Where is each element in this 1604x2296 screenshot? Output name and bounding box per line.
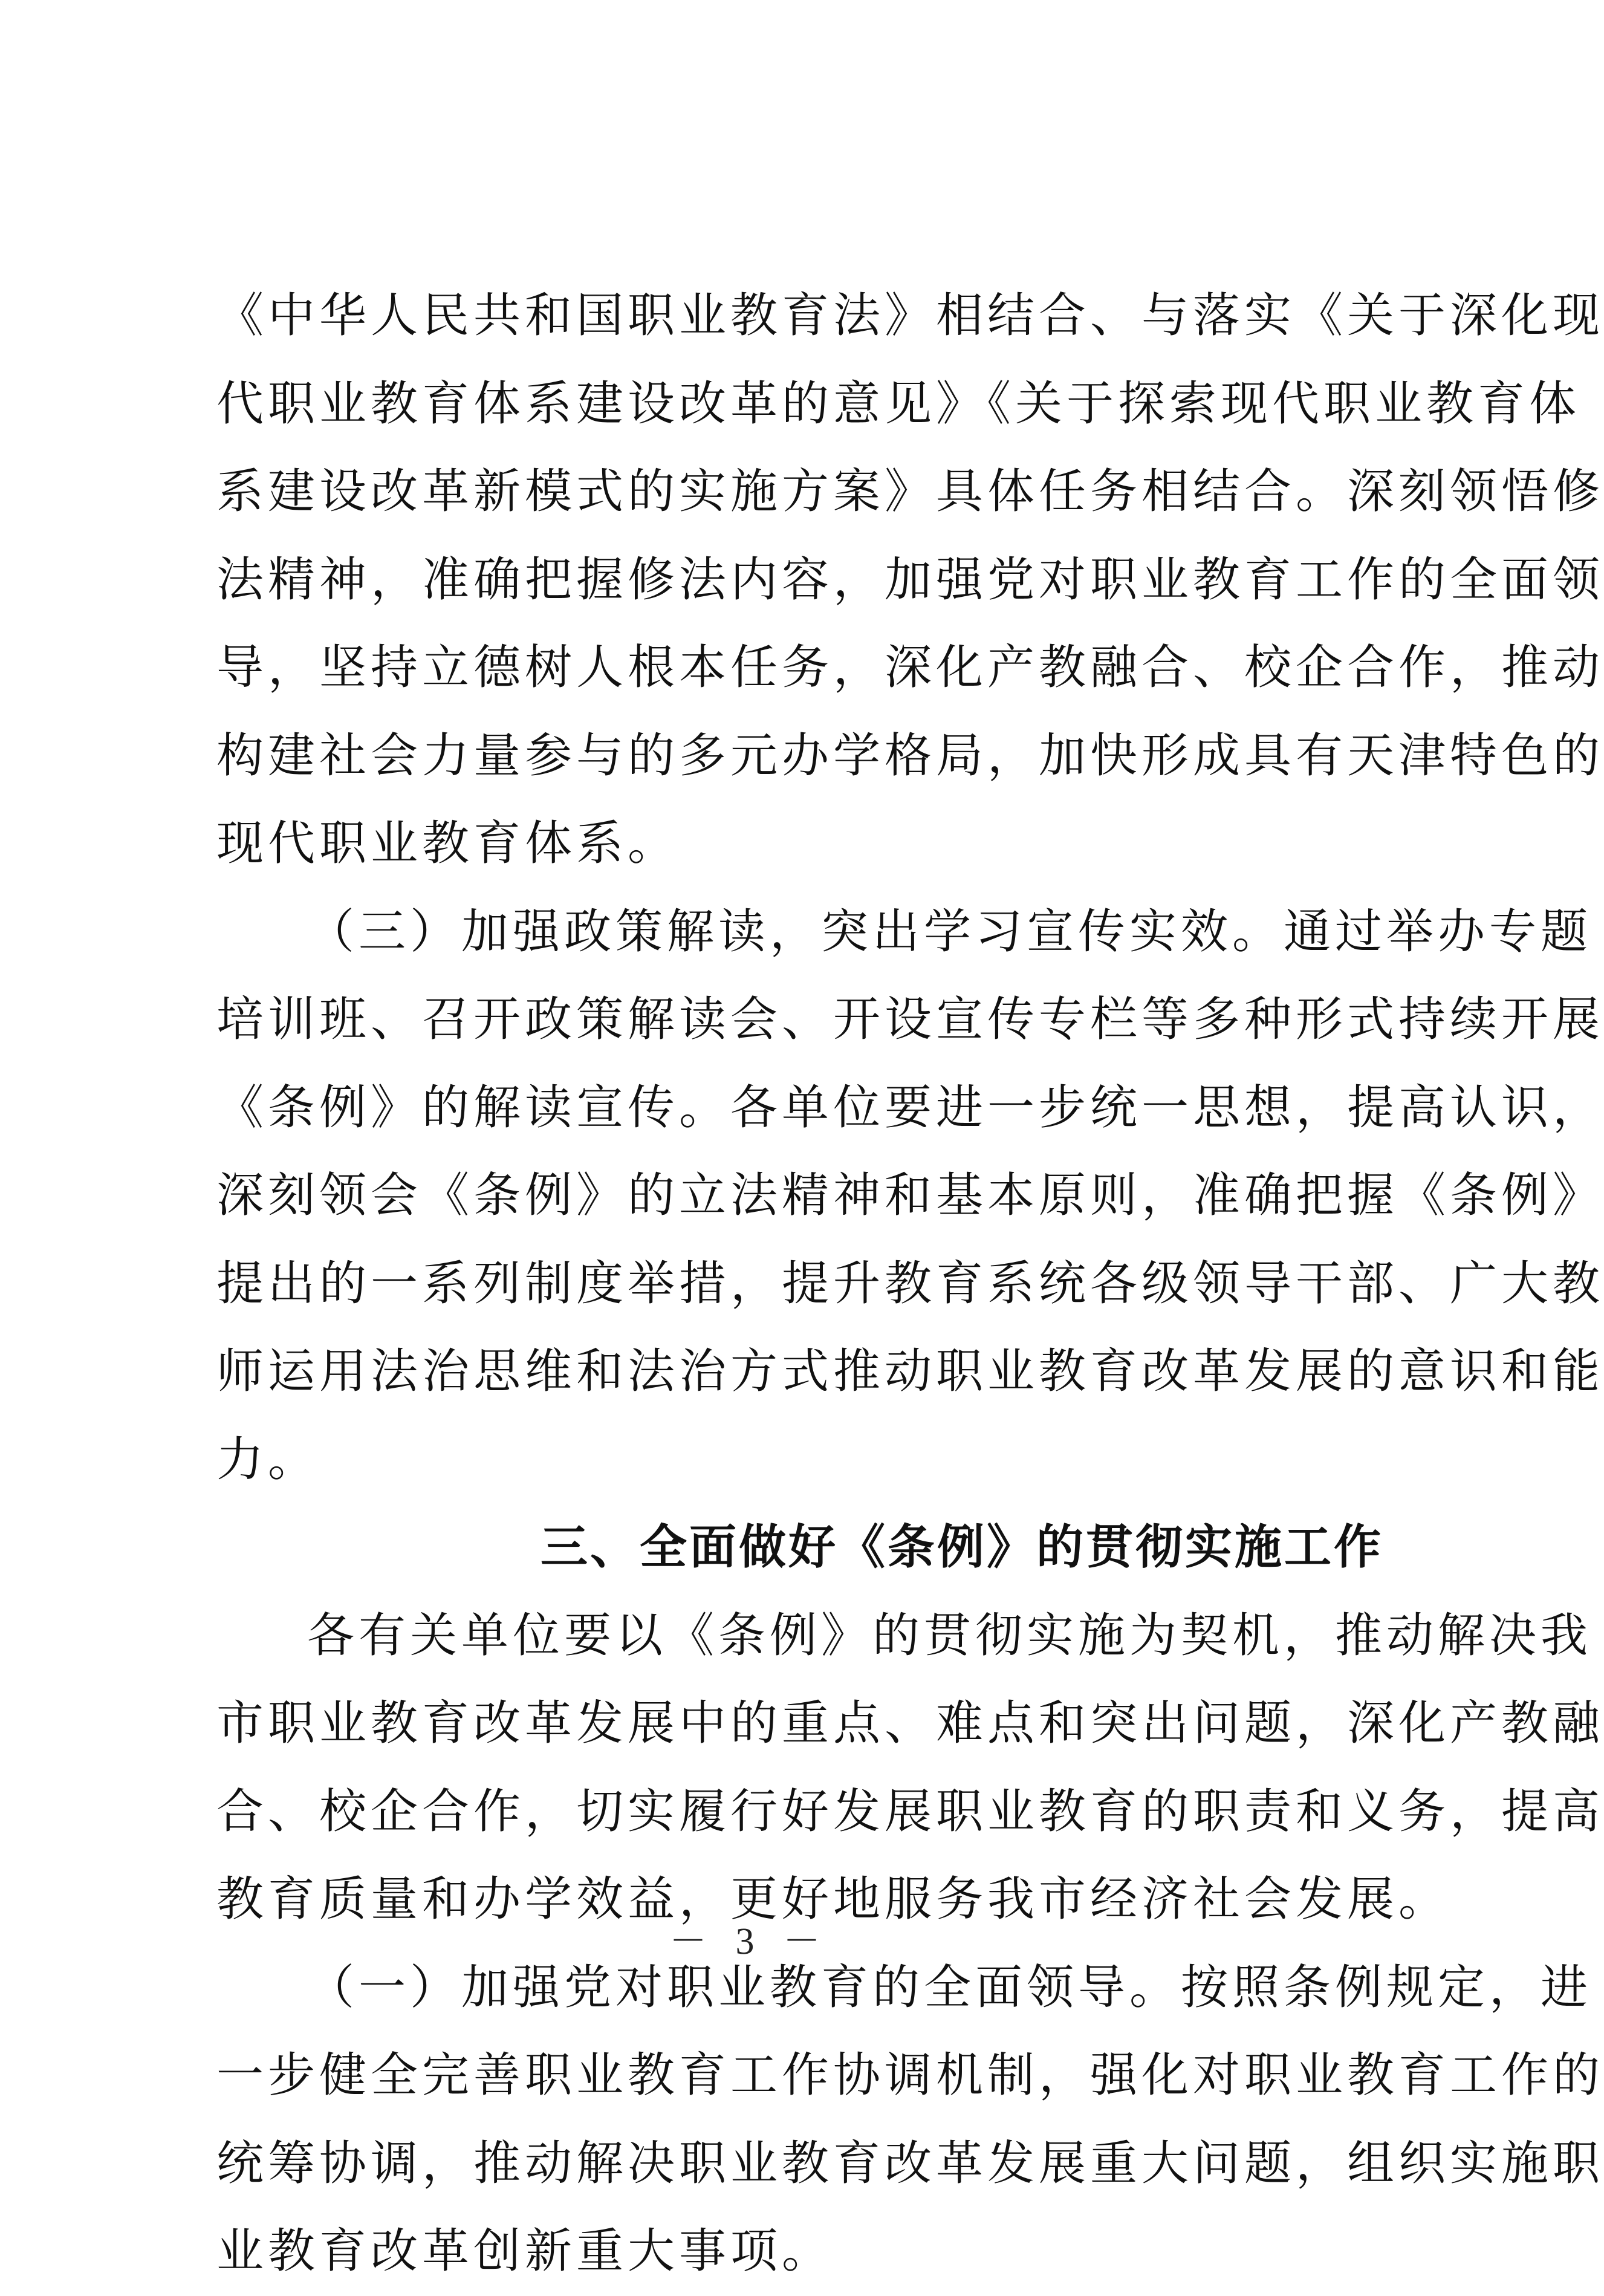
text-line: 构建社会力量参与的多元办学格局，加快形成具有天津特色的 [216,728,1604,783]
text-line: 提出的一系列制度举措，提升教育系统各级领导干部、广大教 [216,1256,1604,1311]
text-line: 统筹协调，推动解决职业教育改革发展重大问题，组织实施职 [216,2136,1604,2191]
text-line: 深刻领会《条例》的立法精神和基本原则，准确把握《条例》 [216,1168,1604,1223]
text-line: 各有关单位要以《条例》的贯彻实施为契机，推动解决我 [307,1608,1593,1663]
text-line: 教育质量和办学效益，更好地服务我市经济社会发展。 [216,1872,1450,1927]
text-line: 系建设改革新模式的实施方案》具体任务相结合。深刻领悟修 [216,464,1604,519]
text-line: 法精神，准确把握修法内容，加强党对职业教育工作的全面领 [216,552,1604,607]
text-line: （三）加强政策解读，突出学习宣传实效。通过举办专题 [307,904,1593,959]
text-line: 培训班、召开政策解读会、开设宣传专栏等多种形式持续开展 [216,992,1604,1047]
section-heading: 三、全面做好《条例》的贯彻实施工作 [541,1520,1384,1575]
text-line: 合、校企合作，切实履行好发展职业教育的职责和义务，提高 [216,1784,1604,1839]
text-line: （一）加强党对职业教育的全面领导。按照条例规定，进 [307,1960,1593,2015]
text-line: 力。 [216,1432,320,1487]
page-number: － 3 － [669,1921,830,1962]
text-line: 导，坚持立德树人根本任务，深化产教融合、校企合作，推动 [216,640,1604,695]
text-line: 代职业教育体系建设改革的意见》《关于探索现代职业教育体 [216,376,1581,431]
text-line: 《条例》的解读宣传。各单位要进一步统一思想，提高认识， [216,1080,1604,1135]
text-line: 师运用法治思维和法治方式推动职业教育改革发展的意识和能 [216,1344,1604,1399]
text-line: 市职业教育改革发展中的重点、难点和突出问题，深化产教融 [216,1696,1604,1751]
text-line: 《中华人民共和国职业教育法》相结合、与落实《关于深化现 [216,288,1604,343]
text-line: 一步健全完善职业教育工作协调机制，强化对职业教育工作的 [216,2048,1604,2102]
text-line: 业教育改革创新重大事项。 [216,2224,834,2278]
text-line: 现代职业教育体系。 [216,816,680,871]
body-text [216,272,1604,2296]
